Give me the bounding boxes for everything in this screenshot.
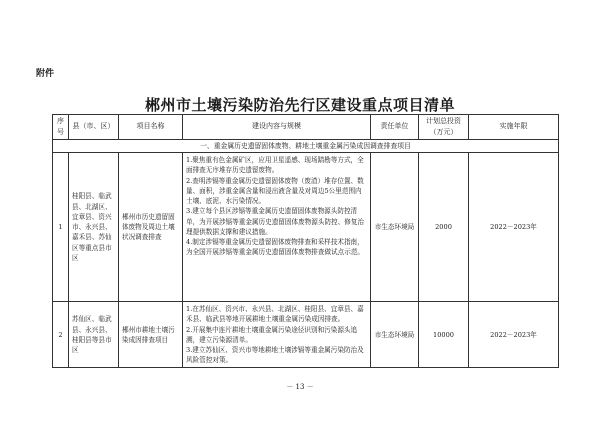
row-no: 2: [53, 302, 69, 368]
attachment-label: 附件: [36, 69, 55, 79]
header-no: 序号: [53, 115, 69, 140]
row-unit: 市生态环境局: [371, 153, 419, 302]
section-row: [53, 139, 559, 153]
table-header-row: [53, 115, 559, 140]
row-no: 1: [53, 153, 69, 302]
header-years: 实施年限: [469, 115, 559, 140]
row-years: 2022－2023年: [469, 302, 559, 368]
row-project-name: 郴州市耕地土壤污染成因排查项目: [119, 302, 183, 368]
row-investment: 10000: [419, 302, 469, 368]
page-number: － 13 －: [286, 383, 314, 391]
header-county: 县（市、区）: [69, 115, 119, 140]
header-content: 建设内容与规模: [183, 115, 371, 140]
document-title: 郴州市土壤污染防治先行区建设重点项目清单: [144, 96, 455, 114]
table-row: [53, 153, 559, 302]
table-row: [53, 302, 559, 368]
content-item: 3.建立每个县区涉镉等重金属历史遗留固体废物源头防控清单，为开展涉镉等重金属历史遗留固体废物源头防控、修复治理提供数据支撑和建议措施。: [186, 207, 365, 236]
row-county: 桂阳县、临武县、北湖区、宜章县、资兴市、永兴县、嘉禾县、苏仙区等重点县市区: [69, 153, 119, 302]
row-investment: 2000: [419, 153, 469, 302]
header-investment: 计划总投资（万元）: [419, 115, 469, 140]
row-project-name: 郴州市历史遗留固体废物及周边土壤状况调查排查: [119, 153, 183, 302]
content-item: 2.查明涉镉等重金属历史遗留固体废物（废渣）堆存位置、数量、面积，涉重金属含量和浸出液含量及对周边5公里范围内土壤、底泥、水污染情况。: [186, 176, 364, 206]
row-content: [183, 302, 371, 368]
project-table: [52, 114, 559, 368]
content-item: 1.在苏仙区、资兴市、永兴县、北湖区、桂阳县、宜章县、嘉禾县、临武县等地开展耕地土壤重金属污染成因排查。: [186, 305, 364, 324]
content-item: 2.开展集中连片耕地土壤重金属污染途径识别和污染源头追溯，建立污染源清单。: [186, 325, 358, 344]
header-project-name: 项目名称: [119, 115, 183, 140]
header-unit: 责任单位: [371, 115, 419, 140]
row-unit: 市生态环境局: [371, 302, 419, 368]
content-item: 3.建立苏仙区、资兴市等地耕地土壤涉镉等重金属污染防治及风险管控对策。: [186, 346, 364, 365]
row-content: [183, 153, 371, 302]
content-item: 4.制定涉镉等重金属历史遗留固体废物排查和采样技术指南，为全国开展涉镉等重金属历史遗留固体废物排查做试点示范。: [186, 237, 365, 257]
row-years: 2022－2023年: [469, 153, 559, 302]
section-title: 一、重金属历史遗留固体废物、耕地土壤重金属污染成因调查排查项目: [53, 139, 559, 153]
row-county: 苏仙区、临武县、永兴县、桂阳县等县市区: [69, 302, 119, 368]
content-item: 1.聚焦重有色金属矿区，应用卫星遥感、现场踏勘等方式，全面排查无序堆存历史遗留废物。: [186, 156, 364, 175]
